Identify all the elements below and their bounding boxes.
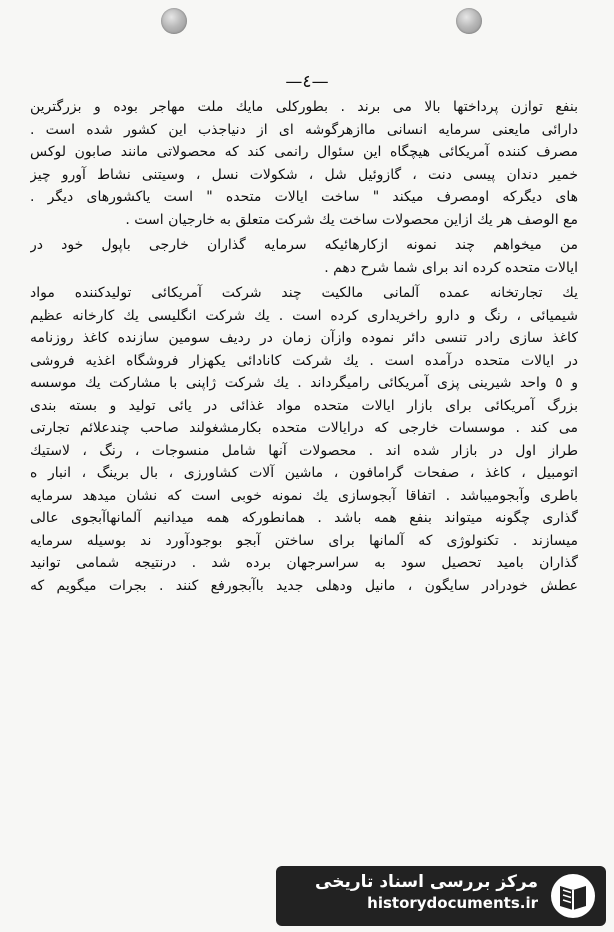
text-line: در ایالات متحده درآمده است . یك شرکت کانادائی یکهزار فروشگاه اغذیه فروشی <box>30 352 578 369</box>
book-logo-icon <box>548 872 598 920</box>
punch-hole-left-icon <box>161 8 187 34</box>
watermark-text <box>315 872 538 912</box>
text-line: گذاران بامید تحصیل سود به سراسرجهان برده شد . درنتیجه شمامی توانید <box>30 555 578 571</box>
page-number: —٤— <box>285 72 329 92</box>
text-line: و ٥ واحد شیرینی پزی آمریکائی رامیگرداند . یك شرکت ژاپنی با مشارکت یك موسسه <box>30 375 578 391</box>
text-line: عطش خودرادر سایگون ، مانیل ودهلی جدید باآبجورفع کنند . بجرات میگویم که <box>30 577 578 594</box>
text-line: من میخواهم چند نمونه ازکارهائیکه سرمایه گذاران خارجی باپول خود در <box>30 237 578 253</box>
text-line: شیمیائی ، رنگ و دارو راخریداری کرده است . یك شرکت انگلیسی یك کارخانه عظیم <box>30 307 578 324</box>
text-line: اتومبیل ، کاغذ ، صفحات گرامافون ، ماشین آلات کشاورزی ، بال برینگ ، انبار ه <box>30 465 578 481</box>
text-line: های دیگرکه اومصرف میکند " ساخت ایالات متحده " است یاکشورهای دیگر . <box>30 189 578 205</box>
text-line: مصرف کننده آمریکائی هیچگاه این سئوال رانمی کند که محصولاتی مانند صابون لوکس <box>30 144 578 160</box>
text-line: ایالات متحده کرده اند برای شما شرح دهم . <box>324 259 578 276</box>
paragraph-3 <box>30 282 578 597</box>
text-line: باطری وآبجومیباشد . اتفاقا آبجوسازی یك نمونه خوبی است که نشان میدهد سرمایه <box>30 487 578 504</box>
text-line: بنفع توازن پرداختها بالا می برند . بطورکلی مایك ملت مهاجر بوده و بزرگترین <box>30 99 578 115</box>
text-line: مع الوصف هر یك ازاین محصولات ساخت یك شرکت متعلق به خارجیان است . <box>125 211 578 228</box>
paragraph-1 <box>30 96 578 231</box>
text-line: می کند . موسسات خارجی که درایالات متحده بکارمشغولند صاحب چندعلائم تجارتی <box>30 420 578 436</box>
text-line: گذاری چگونه میتواند بنفع همه باشد . همانطورکه همه میدانیم آلمانهاآبجوی عالی <box>30 510 578 526</box>
text-line: دارائی مایعنی سرمایه انسانی ماازهرگوشه ای از دنیاجذب این کشور شده است . <box>30 121 578 138</box>
text-line: یك تجارتخانه عمده آلمانی مالکیت چند شرکت آمریکائی تولیدکننده مواد <box>30 285 578 301</box>
paragraph-2 <box>30 234 578 279</box>
text-line: میسازند . تکنولوژی که آلمانها برای ساختن آبجو بوجودآورد ند بوسیله سرمایه <box>30 532 578 549</box>
document-body <box>30 96 578 600</box>
text-line: کاغذ سازی رادر تنسی دائر نموده وازآن زمان در ردیف سومین سازنده کاغذ روزنامه <box>30 330 578 346</box>
watermark-banner <box>276 866 606 926</box>
punch-hole-right-icon <box>456 8 482 34</box>
text-line: خمیر دندان پیسی دنت ، گازوئیل شل ، شکولات نسل ، وسیتنی نشاط آورو چیز <box>30 166 578 183</box>
text-line: طراز اول در بازار شده اند . محصولات آنها شامل منسوجات ، رنگ ، لاستیك <box>30 442 578 459</box>
watermark-url: historydocuments.ir <box>367 894 538 912</box>
text-line: بزرگ آمریکائی برای بازار ایالات متحده مواد غذائی در یائی تولید و بسته بندی <box>30 397 578 414</box>
watermark-title: مرکز بررسی اسناد تاریخی <box>315 872 538 892</box>
